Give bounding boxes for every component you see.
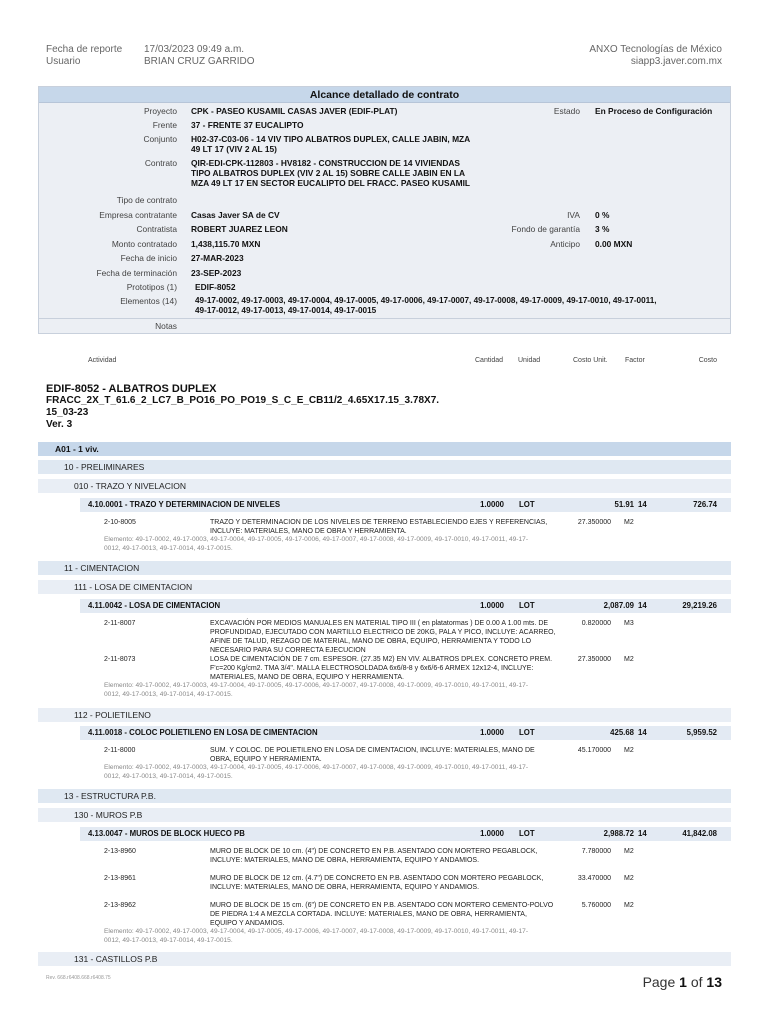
- fondo-label: Fondo de garantía: [511, 224, 580, 234]
- item-unit: M2: [624, 875, 634, 882]
- concept-factor: 14: [638, 829, 647, 838]
- elements-note: Elemento: 49-17-0002, 49-17-0003, 49-17-0004, 49-17-0005, 49-17-0006, 49-17-0007, 49-17-0008, 49-17-0009, 49-17-0010, 49-17-0011, 49-17-0012, 49-17-0013, 49-17-0014, 49-17-0015.: [104, 682, 529, 698]
- contrato-line: TIPO ALBATROS DUPLEX (VIV 2 AL 15) SOBRE CALLE JABIN EN LA: [191, 168, 466, 178]
- page-indicator: [643, 974, 722, 990]
- inicio-label: Fecha de inicio: [120, 253, 177, 263]
- col-costo-unit: Costo Unit.: [573, 357, 608, 364]
- report-header: [46, 44, 722, 72]
- concept-factor: 14: [638, 601, 647, 610]
- iva-value: 0 %: [595, 210, 610, 220]
- concept-name: 4.11.0018 - COLOC POLIETILENO EN LOSA DE CIMENTACION: [88, 728, 318, 737]
- item-qty: 0.820000: [581, 620, 611, 627]
- anticipo-value: 0.00 MXN: [595, 239, 633, 249]
- column-header: [38, 357, 731, 367]
- frente-value: 37 - FRENTE 37 EUCALIPTO: [191, 120, 304, 130]
- elements-note: Elemento: 49-17-0002, 49-17-0003, 49-17-0004, 49-17-0005, 49-17-0006, 49-17-0007, 49-17-0008, 49-17-0009, 49-17-0010, 49-17-0011, 49-17-0012, 49-17-0013, 49-17-0014, 49-17-0015.: [104, 536, 529, 552]
- monto-value: 1,438,115.70 MXN: [191, 239, 261, 249]
- iva-label: IVA: [567, 210, 580, 220]
- item-desc: TRAZO Y DETERMINACION DE LOS NIVELES DE TERRENO ESTABLECIENDO EJES Y REFERENCIAS, INCLUYE: MATERIALES, MANO DE OBRA Y HERRAMIENTA.: [210, 519, 548, 535]
- item-code: 2-13-8962: [104, 902, 136, 909]
- concept-unit: LOT: [519, 728, 535, 737]
- page-label: Page: [642, 974, 676, 990]
- report-date-label: Fecha de reporte: [46, 44, 123, 55]
- item-code: 2-11-8007: [104, 620, 136, 627]
- conjunto-value: [191, 134, 470, 154]
- concept-qty: 1.0000: [480, 601, 504, 610]
- item-qty: 45.170000: [577, 747, 611, 754]
- prototype-code: FRACC_2X_T_61.6_2_LC7_B_PO16_PO_PO19_S_C_E_CB11/2_4.65X17.15_3.78X7.: [46, 395, 440, 406]
- concept-name: 4.11.0042 - LOSA DE CIMENTACION: [88, 601, 221, 610]
- section-trazo: 010 - TRAZO Y NIVELACION: [38, 479, 731, 493]
- termino-label: Fecha de terminación: [96, 268, 177, 278]
- concept-total: 29,219.26: [682, 601, 717, 610]
- item-qty: 7.780000: [581, 848, 611, 855]
- item-code: 2-13-8961: [104, 875, 136, 882]
- item-unit: M2: [624, 902, 634, 909]
- report-meta: [46, 44, 255, 68]
- frente-label: Frente: [152, 120, 177, 130]
- concept-row: [80, 827, 731, 841]
- item-code: 2-11-8073: [104, 656, 136, 663]
- item-qty: 27.350000: [577, 656, 611, 663]
- item-desc: MURO DE BLOCK DE 15 cm. (6") DE CONCRETO EN P.B. ASENTADO CON MORTERO CEMENTO-POLVO DE PIEDRA 1:4 A MEZCLA CORTADA. INCLUYE: MATERIALES, MANO DE OBRA, HERRAMIENTA, EQUIPO Y ANDAMIOS.: [210, 902, 554, 927]
- section-polietileno: 112 - POLIETILENO: [38, 708, 731, 722]
- conjunto-label: Conjunto: [143, 134, 177, 144]
- company-name: ANXO Tecnologías de México: [589, 44, 722, 55]
- section-a01: A01 - 1 viv.: [38, 442, 731, 456]
- prototipos-label: Prototipos (1): [126, 282, 177, 292]
- of-label: of: [690, 974, 703, 990]
- concept-name: 4.10.0001 - TRAZO Y DETERMINACION DE NIVELES: [88, 500, 281, 509]
- tipo-contrato-label: Tipo de contrato: [116, 195, 177, 205]
- concept-total: 5,959.52: [686, 728, 717, 737]
- prototype-code: 15_03-23: [46, 407, 89, 418]
- company-info: [589, 44, 722, 68]
- contrato-label: Contrato: [144, 158, 177, 168]
- section-muros: 130 - MUROS P.B: [38, 808, 731, 822]
- estado-value: En Proceso de Configuración: [595, 106, 713, 116]
- item-desc: LOSA DE CIMENTACIÓN DE 7 cm. ESPESOR. (27.35 M2) EN VIV. ALBATROS DPLEX. CONCRETO PREM. F'c=200 Kg/cm2. TMA 3/4". MALLA ELECTROSOLDADA 6x6/8-8 y 6x6/6-6 ARMEX 12x12-4, INCLUYE: MATERIALES, MANO DE OBRA, EQUIPO Y HERRAMIENTA.: [210, 656, 553, 681]
- item-desc: MURO DE BLOCK DE 12 cm. (4.7") DE CONCRETO EN P.B. ASENTADO CON MORTERO PEGABLOCK, INCLUYE: MATERIALES, MANO DE OBRA, HERRAMIENTA, EQUIPO Y ANDAMIOS.: [210, 875, 544, 891]
- report-date: 17/03/2023 09:49 a.m.: [144, 44, 245, 55]
- row-notas: [39, 318, 730, 334]
- concept-total: 726.74: [693, 500, 717, 509]
- concept-factor: 14: [638, 728, 647, 737]
- item-qty: 33.470000: [577, 875, 611, 882]
- empresa-label: Empresa contratante: [99, 210, 177, 220]
- prototype-title: [46, 383, 439, 431]
- prototipos-value: EDIF-8052: [195, 282, 236, 292]
- termino-value: 23-SEP-2023: [191, 268, 242, 278]
- site-url[interactable]: siapp3.javer.com.mx: [630, 56, 722, 67]
- fondo-value: 3 %: [595, 224, 610, 234]
- revision-note: Rev. 668.r6408.668.r6408.75: [46, 975, 111, 981]
- col-unidad: Unidad: [518, 357, 541, 364]
- item-code: 2-11-8000: [104, 747, 136, 754]
- contratista-label: Contratista: [136, 224, 177, 234]
- concept-row: [80, 726, 731, 740]
- concept-unit: LOT: [519, 829, 535, 838]
- total-pages: 13: [706, 974, 722, 990]
- contract-summary: [38, 86, 731, 334]
- item-unit: M2: [624, 747, 634, 754]
- concept-unit-cost: 2,988.72: [603, 829, 634, 838]
- concept-qty: 1.0000: [480, 500, 504, 509]
- contrato-line: MZA 49 LT 17 EN SECTOR EUCALIPTO DEL FRACC. PASEO KUSAMIL: [191, 178, 471, 188]
- item-unit: M3: [624, 620, 634, 627]
- anticipo-label: Anticipo: [550, 239, 580, 249]
- concept-name: 4.13.0047 - MUROS DE BLOCK HUECO PB: [88, 829, 245, 838]
- section-castillos: 131 - CASTILLOS P.B: [38, 952, 731, 966]
- concept-unit-cost: 425.68: [610, 728, 634, 737]
- contrato-value: [191, 158, 470, 188]
- section-cimentacion: 11 - CIMENTACION: [38, 561, 731, 575]
- elements-note: Elemento: 49-17-0002, 49-17-0003, 49-17-0004, 49-17-0005, 49-17-0006, 49-17-0007, 49-17-0008, 49-17-0009, 49-17-0010, 49-17-0011, 49-17-0012, 49-17-0013, 49-17-0014, 49-17-0015.: [104, 764, 529, 780]
- item-unit: M2: [624, 848, 634, 855]
- concept-unit-cost: 51.91: [614, 500, 634, 509]
- item-code: 2-10-8005: [104, 519, 136, 526]
- estado-label: Estado: [553, 106, 580, 116]
- elements-note: Elemento: 49-17-0002, 49-17-0003, 49-17-0004, 49-17-0005, 49-17-0006, 49-17-0007, 49-17-0008, 49-17-0009, 49-17-0010, 49-17-0011, 49-17-0012, 49-17-0013, 49-17-0014, 49-17-0015.: [104, 928, 529, 944]
- page-number: 1: [679, 974, 687, 990]
- concept-row: [80, 498, 731, 512]
- concept-row: [80, 599, 731, 613]
- elementos-line: 49-17-0002, 49-17-0003, 49-17-0004, 49-17-0005, 49-17-0006, 49-17-0007, 49-17-0008, 49-17-0009, 49-17-0010, 49-17-0011,: [195, 296, 657, 305]
- concept-total: 41,842.08: [682, 829, 717, 838]
- col-cantidad: Cantidad: [475, 357, 504, 364]
- col-factor: Factor: [625, 357, 645, 364]
- user-label: Usuario: [46, 56, 81, 67]
- inicio-value: 27-MAR-2023: [191, 253, 244, 263]
- summary-title: Alcance detallado de contrato: [39, 87, 730, 103]
- notas-label: Notas: [155, 321, 177, 331]
- elementos-label: Elementos (14): [120, 296, 177, 306]
- item-desc: SUM. Y COLOC. DE POLIETILENO EN LOSA DE CIMENTACION, INCLUYE: MATERIALES, MANO DE OBRA, EQUIPO Y HERRAMIENTA.: [210, 747, 535, 763]
- concept-unit: LOT: [519, 500, 535, 509]
- concept-factor: 14: [638, 500, 647, 509]
- proyecto-value: CPK - PASEO KUSAMIL CASAS JAVER (EDIF-PLAT): [191, 106, 398, 116]
- section-estructura: 13 - ESTRUCTURA P.B.: [38, 789, 731, 803]
- concept-unit: LOT: [519, 601, 535, 610]
- item-desc: EXCAVACIÓN POR MEDIOS MANUALES EN MATERIAL TIPO III ( en platatormas ) DE 0.00 A 1.00 mts. DE PROFUNDIDAD, EJECUTADO CON MARTILLO ELECTRICO DE 20KG, PALA Y PICO, INCLUYE: ACARREO, AFINE DE TALUD, REZAGO DE MATERIAL, MANO DE OBRA, EQUIPO, HERRAMIENTA Y TODO LO NECESARIO PARA SU CORRECTA EJECUCION: [210, 620, 556, 654]
- col-costo: Costo: [698, 357, 717, 364]
- item-unit: M2: [624, 519, 634, 526]
- contrato-line: QIR-EDI-CPK-112803 - HV8182 - CONSTRUCCION DE 14 VIVIENDAS: [191, 158, 461, 168]
- item-unit: M2: [624, 656, 634, 663]
- proyecto-label: Proyecto: [143, 106, 177, 116]
- prototype-name: EDIF-8052 - ALBATROS DUPLEX: [46, 383, 217, 395]
- prototype-version: Ver. 3: [46, 419, 73, 430]
- col-actividad: Actividad: [88, 357, 117, 364]
- elementos-line: 49-17-0012, 49-17-0013, 49-17-0014, 49-17-0015: [195, 306, 377, 315]
- user-name: BRIAN CRUZ GARRIDO: [144, 56, 255, 67]
- conjunto-line: H02-37-C03-06 - 14 VIV TIPO ALBATROS DUPLEX, CALLE JABIN, MZA: [191, 134, 471, 144]
- concept-qty: 1.0000: [480, 829, 504, 838]
- item-desc: MURO DE BLOCK DE 10 cm. (4") DE CONCRETO EN P.B. ASENTADO CON MORTERO PEGABLOCK, INCLUYE: MATERIALES, MANO DE OBRA, HERRAMIENTA, EQUIPO Y ANDAMIOS.: [210, 848, 538, 864]
- empresa-value: Casas Javer SA de CV: [191, 210, 280, 220]
- monto-label: Monto contratado: [111, 239, 177, 249]
- concept-unit-cost: 2,087.09: [603, 601, 634, 610]
- concept-qty: 1.0000: [480, 728, 504, 737]
- item-code: 2-13-8960: [104, 848, 136, 855]
- contratista-value: ROBERT JUAREZ LEON: [191, 224, 288, 234]
- item-qty: 5.760000: [581, 902, 611, 909]
- item-qty: 27.350000: [577, 519, 611, 526]
- conjunto-line: 49 LT 17 (VIV 2 AL 15): [191, 144, 277, 154]
- elementos-value: [195, 296, 657, 316]
- section-preliminares: 10 - PRELIMINARES: [38, 460, 731, 474]
- section-losa: 111 - LOSA DE CIMENTACION: [38, 580, 731, 594]
